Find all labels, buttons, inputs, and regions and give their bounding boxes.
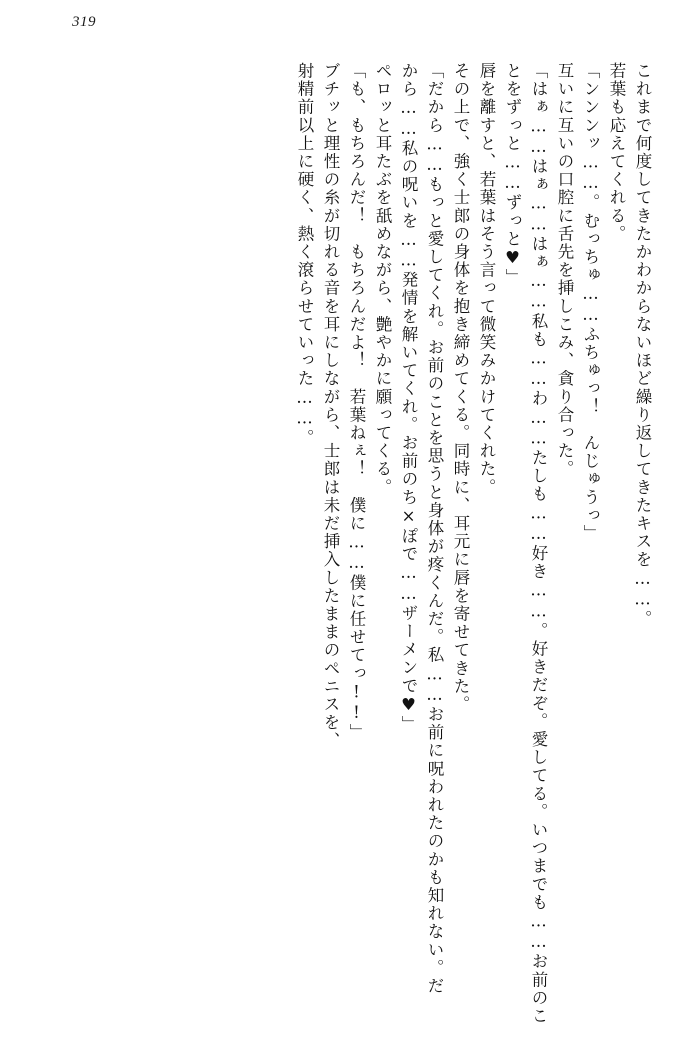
text-column: から……私の呪いを……発情を解いてくれ。お前のち×ぽで……ザーメンで♥」 — [399, 62, 418, 734]
text-column: 互いに互いの口腔に舌先を挿しこみ、貪り合った。 — [555, 62, 574, 479]
text-column: これまで何度してきたかわからないほど繰り返してきたキスを……。 — [633, 62, 652, 629]
text-column: 「だから……もっと愛してくれ。お前のことを思うと身体が疼くんだ。私……お前に呪われたのかも知れない。だ — [425, 62, 444, 996]
text-column: ペロッと耳たぶを舐めながら、艶やかに願ってくる。 — [373, 62, 392, 497]
text-column: 若葉も応えてくれる。 — [607, 62, 626, 243]
text-column: とをずっと……ずっと♥」 — [503, 62, 522, 287]
text-column: その上で、強く士郎の身体を抱き締めてくる。同時に、耳元に唇を寄せてきた。 — [451, 62, 470, 714]
page-number: 319 — [72, 14, 96, 30]
vertical-text-body — [60, 62, 652, 1026]
text-column: 「も、もちろんだ！ もちろんだよ！ 若葉ねぇ！ 僕に……僕に任せてっ!!」 — [347, 62, 366, 742]
text-column: ブチッと理性の糸が切れる音を耳にしながら、士郎は未だ挿入したままのペニスを、 — [321, 62, 340, 750]
text-column: 「ンンンッ……。むっちゅ……ふちゅっ！ んじゅうっ」 — [581, 62, 600, 543]
text-column: 「はぁ……はぁ……はぁ……私も……わ……たしも……好き……。好きだぞ。愛してる。いつまでも……お前のこ — [529, 62, 548, 1026]
text-column: 射精前以上に硬く、熱く滾らせていった……。 — [295, 62, 314, 448]
text-column: 唇を離すと、若葉はそう言って微笑みかけてくれた。 — [477, 62, 496, 497]
